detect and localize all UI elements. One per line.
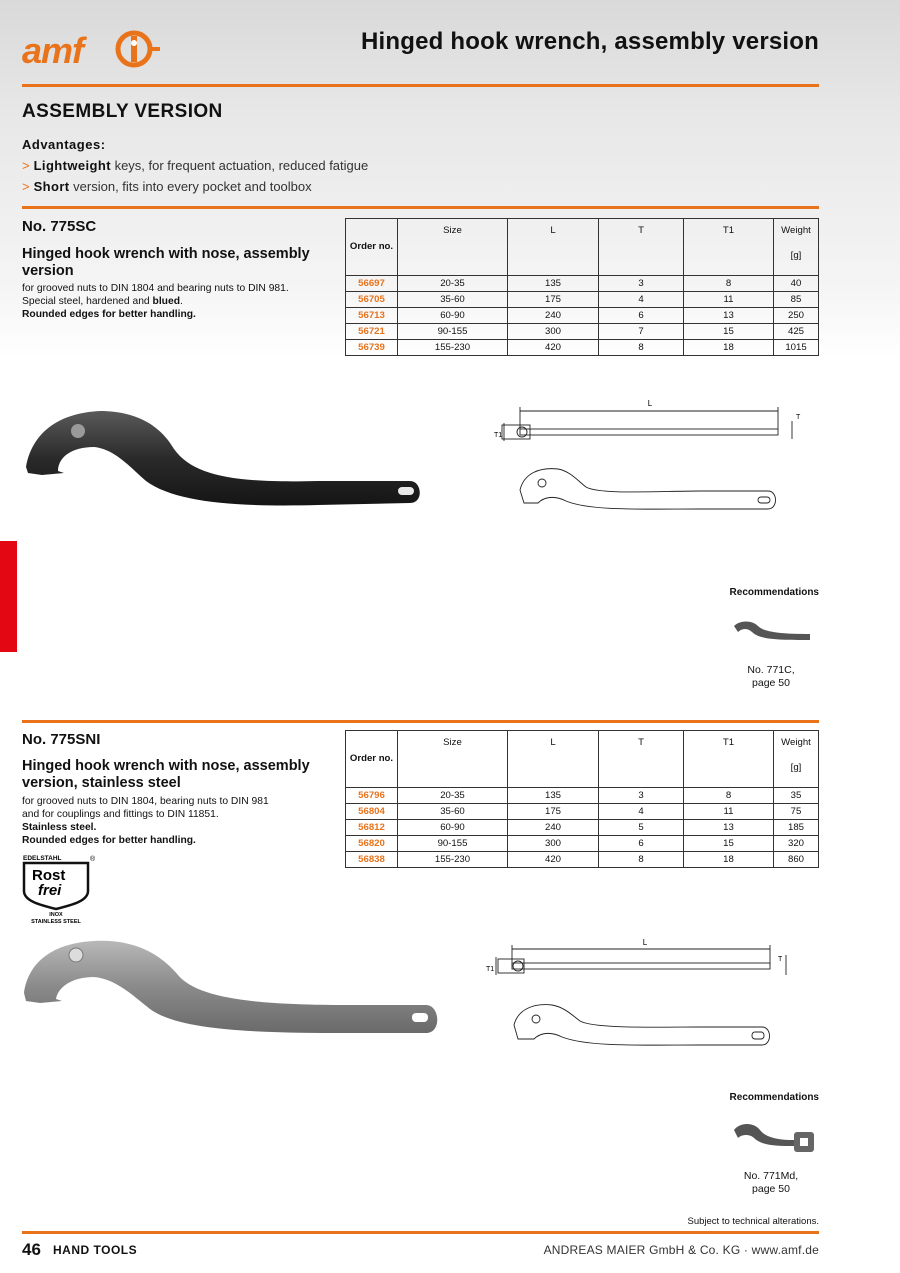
- recommendations-title: Recommendations: [729, 1092, 819, 1103]
- cell-l: 135: [508, 788, 599, 804]
- cell-size: 35-60: [398, 804, 508, 820]
- col-weight: Weight [g]: [774, 731, 819, 788]
- section-divider: [22, 720, 819, 723]
- table-row: [346, 276, 819, 292]
- table-row: [346, 292, 819, 308]
- cell-l: 240: [508, 308, 599, 324]
- svg-text:®: ®: [90, 856, 96, 863]
- product-name: Hinged hook wrench with nose, assembly version: [22, 246, 310, 279]
- table-body: [346, 788, 819, 868]
- table-row: [346, 804, 819, 820]
- cell-t1: 13: [684, 308, 774, 324]
- dim-l: L: [647, 399, 653, 408]
- advantage-bold: Lightweight: [33, 158, 111, 173]
- cell-weight: 185: [774, 820, 819, 836]
- col-size: Size: [398, 731, 508, 788]
- section-heading: ASSEMBLY VERSION: [22, 101, 223, 122]
- recommendation-caption: No. 771Md, page 50: [743, 1170, 799, 1195]
- table-header-row: [346, 731, 819, 788]
- advantage-item: [22, 158, 368, 173]
- col-weight: Weight [g]: [774, 219, 819, 276]
- amf-logo: [22, 26, 162, 74]
- svg-text:frei: frei: [38, 882, 62, 899]
- col-order: Order no.: [346, 219, 398, 276]
- cell-order: 56820: [346, 836, 398, 852]
- section-divider: [22, 206, 819, 209]
- company-info: ANDREAS MAIER GmbH & Co. KG · www.amf.de: [543, 1243, 819, 1257]
- product-number: No. 775SNI: [22, 731, 101, 748]
- cell-size: 90-155: [398, 324, 508, 340]
- col-size: Size: [398, 219, 508, 276]
- dim-t1: T1: [486, 966, 495, 973]
- cell-weight: 35: [774, 788, 819, 804]
- cell-weight: 425: [774, 324, 819, 340]
- table-row: [346, 820, 819, 836]
- desc-line: and for couplings and fittings to DIN 11851.: [22, 809, 219, 820]
- cell-l: 240: [508, 820, 599, 836]
- cell-weight: 40: [774, 276, 819, 292]
- wrench-photo-775sc: [18, 405, 428, 520]
- chapter-name: HAND TOOLS: [53, 1243, 138, 1257]
- col-l: L: [508, 219, 599, 276]
- cell-order: 56796: [346, 788, 398, 804]
- cell-l: 175: [508, 292, 599, 308]
- cell-size: 20-35: [398, 276, 508, 292]
- col-t: T: [599, 731, 684, 788]
- svg-text:Rost: Rost: [32, 867, 66, 884]
- desc-line: Rounded edges for better handling.: [22, 309, 196, 320]
- cell-t1: 8: [684, 276, 774, 292]
- table-row: [346, 852, 819, 868]
- chapter-tab: [0, 541, 17, 652]
- cell-t: 7: [599, 324, 684, 340]
- cell-t1: 13: [684, 820, 774, 836]
- advantage-text: version, fits into every pocket and toolbox: [73, 179, 312, 194]
- spec-table-775sni: [345, 730, 819, 868]
- cell-t1: 15: [684, 324, 774, 340]
- cell-weight: 1015: [774, 340, 819, 356]
- desc-line: for grooved nuts to DIN 1804 and bearing nuts to DIN 981.: [22, 283, 289, 294]
- cell-l: 135: [508, 276, 599, 292]
- cell-order: 56739: [346, 340, 398, 356]
- recommendations-title: Recommendations: [729, 587, 819, 598]
- cell-t: 6: [599, 836, 684, 852]
- table-row: [346, 340, 819, 356]
- spec-table-775sc: [345, 218, 819, 356]
- desc-line: Rounded edges for better handling.: [22, 835, 196, 846]
- cell-t: 4: [599, 804, 684, 820]
- arrow-icon: >: [22, 179, 30, 194]
- cell-t: 6: [599, 308, 684, 324]
- cell-order: 56697: [346, 276, 398, 292]
- dim-t: T: [778, 956, 783, 963]
- cell-t1: 18: [684, 340, 774, 356]
- cell-size: 35-60: [398, 292, 508, 308]
- technical-drawing-775sc: [480, 395, 810, 520]
- cell-t: 3: [599, 788, 684, 804]
- col-order: Order no.: [346, 731, 398, 788]
- product-description: [22, 795, 332, 847]
- header-divider: [22, 84, 819, 87]
- desc-line: Special steel, hardened and blued.: [22, 296, 183, 307]
- advantage-item: [22, 179, 312, 194]
- rostfrei-stamp: [22, 853, 102, 929]
- wrench-photo-775sni: [18, 935, 443, 1040]
- cell-size: 155-230: [398, 852, 508, 868]
- cell-weight: 860: [774, 852, 819, 868]
- svg-text:STAINLESS STEEL: STAINLESS STEEL: [31, 919, 81, 925]
- table-row: [346, 308, 819, 324]
- cell-t1: 8: [684, 788, 774, 804]
- table-row: [346, 836, 819, 852]
- cell-t1: 15: [684, 836, 774, 852]
- table-row: [346, 324, 819, 340]
- svg-text:INOX: INOX: [49, 912, 63, 918]
- table-row: [346, 788, 819, 804]
- cell-weight: 75: [774, 804, 819, 820]
- amf-logo-graphic: [22, 26, 162, 74]
- cell-size: 60-90: [398, 820, 508, 836]
- technical-drawing-775sni: [480, 935, 810, 1055]
- arrow-icon: >: [22, 158, 30, 173]
- table-body: [346, 276, 819, 356]
- cell-weight: 250: [774, 308, 819, 324]
- recommended-wrench-icon: [730, 618, 816, 646]
- cell-t: 8: [599, 340, 684, 356]
- footer-divider: [22, 1231, 819, 1234]
- cell-size: 155-230: [398, 340, 508, 356]
- advantages-title: Advantages:: [22, 137, 106, 152]
- cell-size: 20-35: [398, 788, 508, 804]
- cell-l: 175: [508, 804, 599, 820]
- page-title: Hinged hook wrench, assembly version: [361, 28, 819, 55]
- cell-t: 8: [599, 852, 684, 868]
- cell-weight: 320: [774, 836, 819, 852]
- svg-text:EDELSTAHL: EDELSTAHL: [23, 855, 62, 862]
- dim-t: T: [796, 414, 801, 421]
- cell-t1: 11: [684, 292, 774, 308]
- dim-t1: T1: [494, 432, 503, 439]
- cell-t: 5: [599, 820, 684, 836]
- desc-line: Stainless steel.: [22, 822, 97, 833]
- cell-order: 56838: [346, 852, 398, 868]
- cell-order: 56804: [346, 804, 398, 820]
- cell-order: 56713: [346, 308, 398, 324]
- recommended-wrench-icon: [730, 1120, 820, 1154]
- page-number: 46: [22, 1240, 41, 1259]
- product-number: No. 775SC: [22, 218, 97, 235]
- cell-l: 300: [508, 324, 599, 340]
- col-l: L: [508, 731, 599, 788]
- product-description: [22, 282, 332, 321]
- col-t1: T1: [684, 219, 774, 276]
- cell-t: 3: [599, 276, 684, 292]
- desc-line: for grooved nuts to DIN 1804, bearing nuts to DIN 981: [22, 796, 269, 807]
- cell-order: 56721: [346, 324, 398, 340]
- recommendation-caption: No. 771C, page 50: [747, 664, 795, 689]
- cell-size: 90-155: [398, 836, 508, 852]
- cell-order: 56812: [346, 820, 398, 836]
- cell-l: 420: [508, 852, 599, 868]
- cell-l: 300: [508, 836, 599, 852]
- cell-weight: 85: [774, 292, 819, 308]
- cell-order: 56705: [346, 292, 398, 308]
- cell-size: 60-90: [398, 308, 508, 324]
- cell-t: 4: [599, 292, 684, 308]
- disclaimer: Subject to technical alterations.: [687, 1216, 819, 1227]
- col-t1: T1: [684, 731, 774, 788]
- stainless-badge-icon: [22, 853, 102, 929]
- logo-text: amf: [22, 30, 84, 71]
- product-name: Hinged hook wrench with nose, assembly version, stainless steel: [22, 758, 310, 791]
- cell-t1: 18: [684, 852, 774, 868]
- cell-t1: 11: [684, 804, 774, 820]
- dim-l: L: [642, 938, 648, 947]
- advantage-text: keys, for frequent actuation, reduced fatigue: [114, 158, 369, 173]
- cell-l: 420: [508, 340, 599, 356]
- advantage-bold: Short: [33, 179, 70, 194]
- col-t: T: [599, 219, 684, 276]
- table-header-row: [346, 219, 819, 276]
